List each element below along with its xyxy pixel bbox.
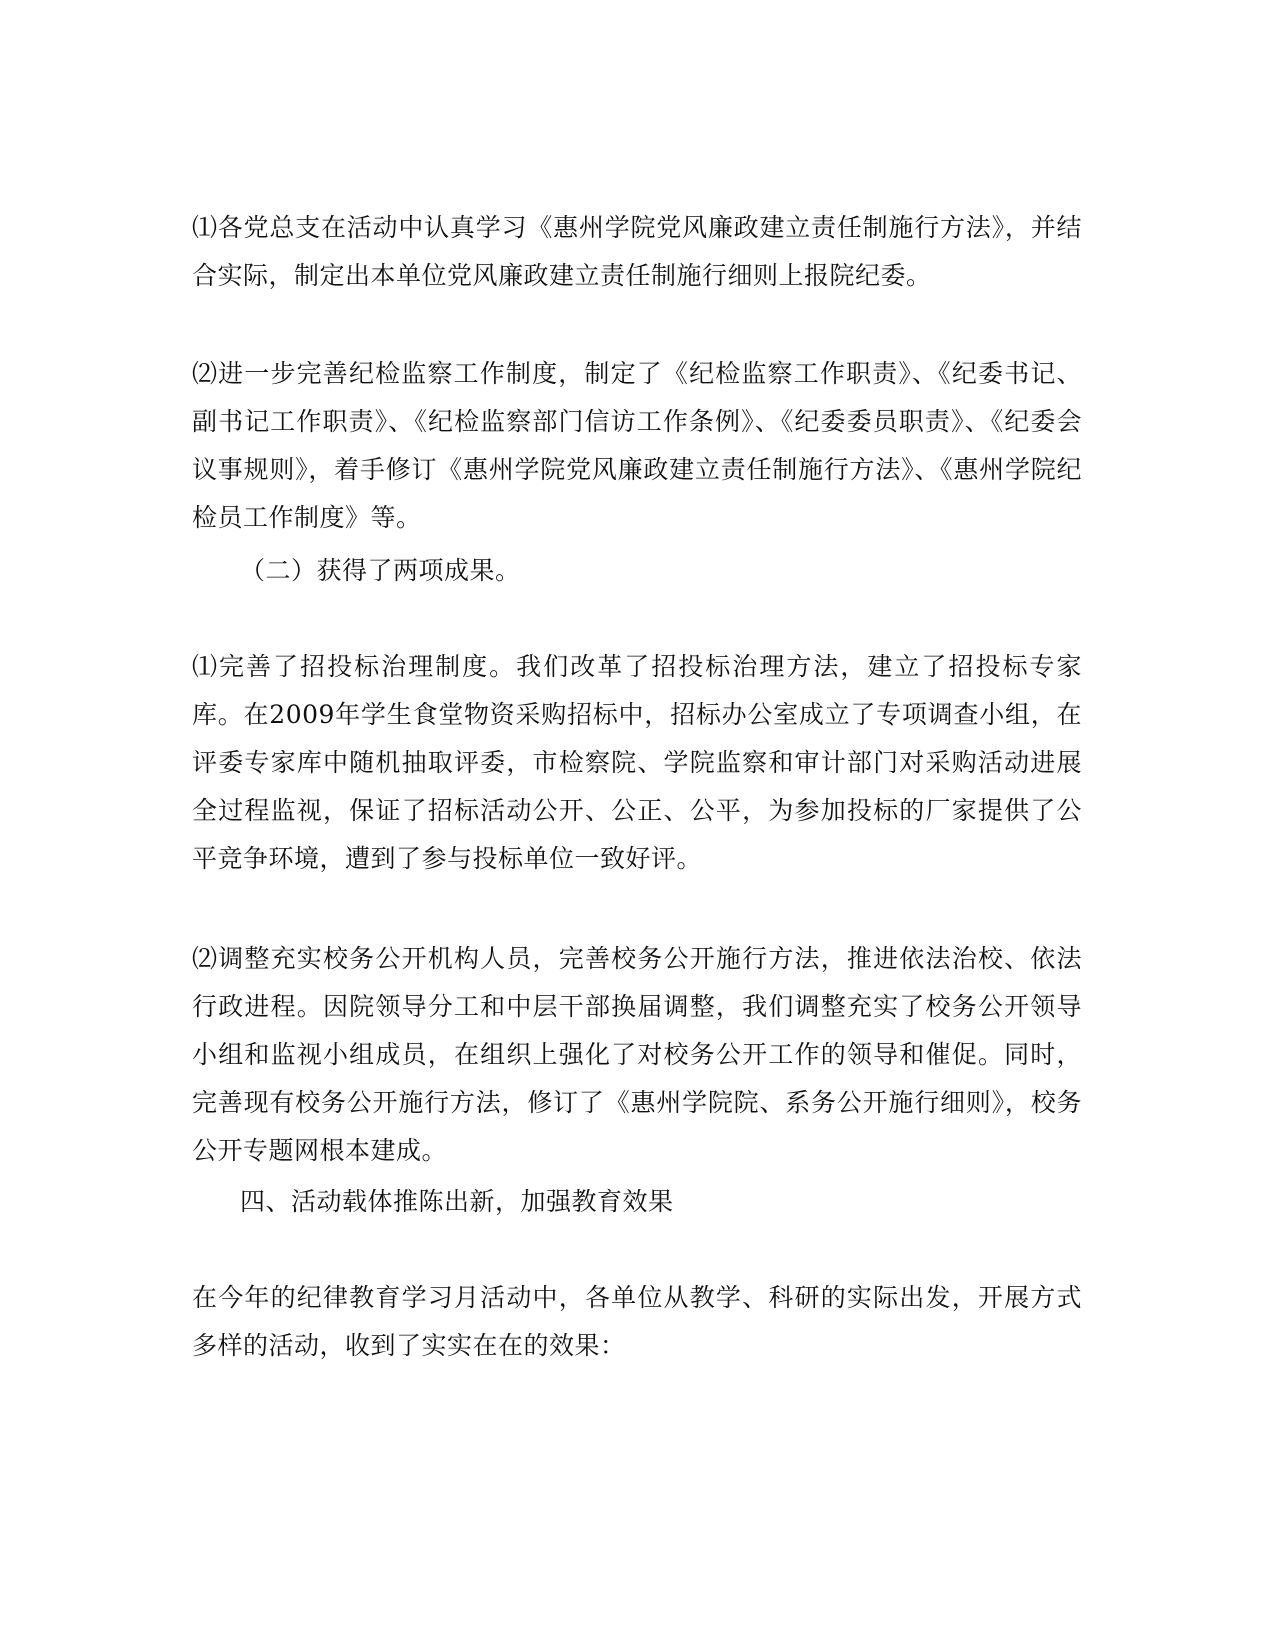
paragraph-implementation-rules: ⑴各党总支在活动中认真学习《惠州学院党风廉政建立责任制施行方法》，并结合实际，制定出本单位党风廉政建立责任制施行细则上报院纪委。	[192, 213, 1082, 290]
paragraph-education-month: 在今年的纪律教育学习月活动中，各单位从教学、科研的实际出发，开展方式多样的活动，收到了实实在在的效果：	[192, 1283, 1082, 1360]
paragraph-bidding-management: ⑴完善了招投标治理制度。我们改革了招投标治理方法，建立了招投标专家库。在2009年学生食堂物资采购招标中，招标办公室成立了专项调查小组，在评委专家库中随机抽取评委，市检察院、学院监察和审计部门对采购活动进展全过程监视，保证了招标活动公开、公正、公平，为参加投标的厂家提供了公平竞争环境，遭到了参与投标单位一致好评。	[192, 652, 1082, 873]
paragraph-work-systems: ⑵进一步完善纪检监察工作制度，制定了《纪检监察工作职责》、《纪委书记、副书记工作职责》、《纪检监察部门信访工作条例》、《纪委委员职责》、《纪委会议事规则》，着手修订《惠州学院党风廉政建立责任制施行方法》、《惠州学院纪检员工作制度》等。	[192, 359, 1082, 532]
paragraph-affairs-openness: ⑵调整充实校务公开机构人员，完善校务公开施行方法，推进依法治校、依法行政进程。因院领导分工和中层干部换届调整，我们调整充实了校务公开领导小组和监视小组成员，在组织上强化了对校务公开工作的领导和催促。同时，完善现有校务公开施行方法，修订了《惠州学院院、系务公开施行细则》，校务公开专题网根本建成。	[192, 944, 1082, 1165]
section-heading-two-achievements: （二）获得了两项成果。	[240, 556, 521, 585]
section-heading-activity-carriers: 四、活动载体推陈出新，加强教育效果	[240, 1187, 674, 1216]
